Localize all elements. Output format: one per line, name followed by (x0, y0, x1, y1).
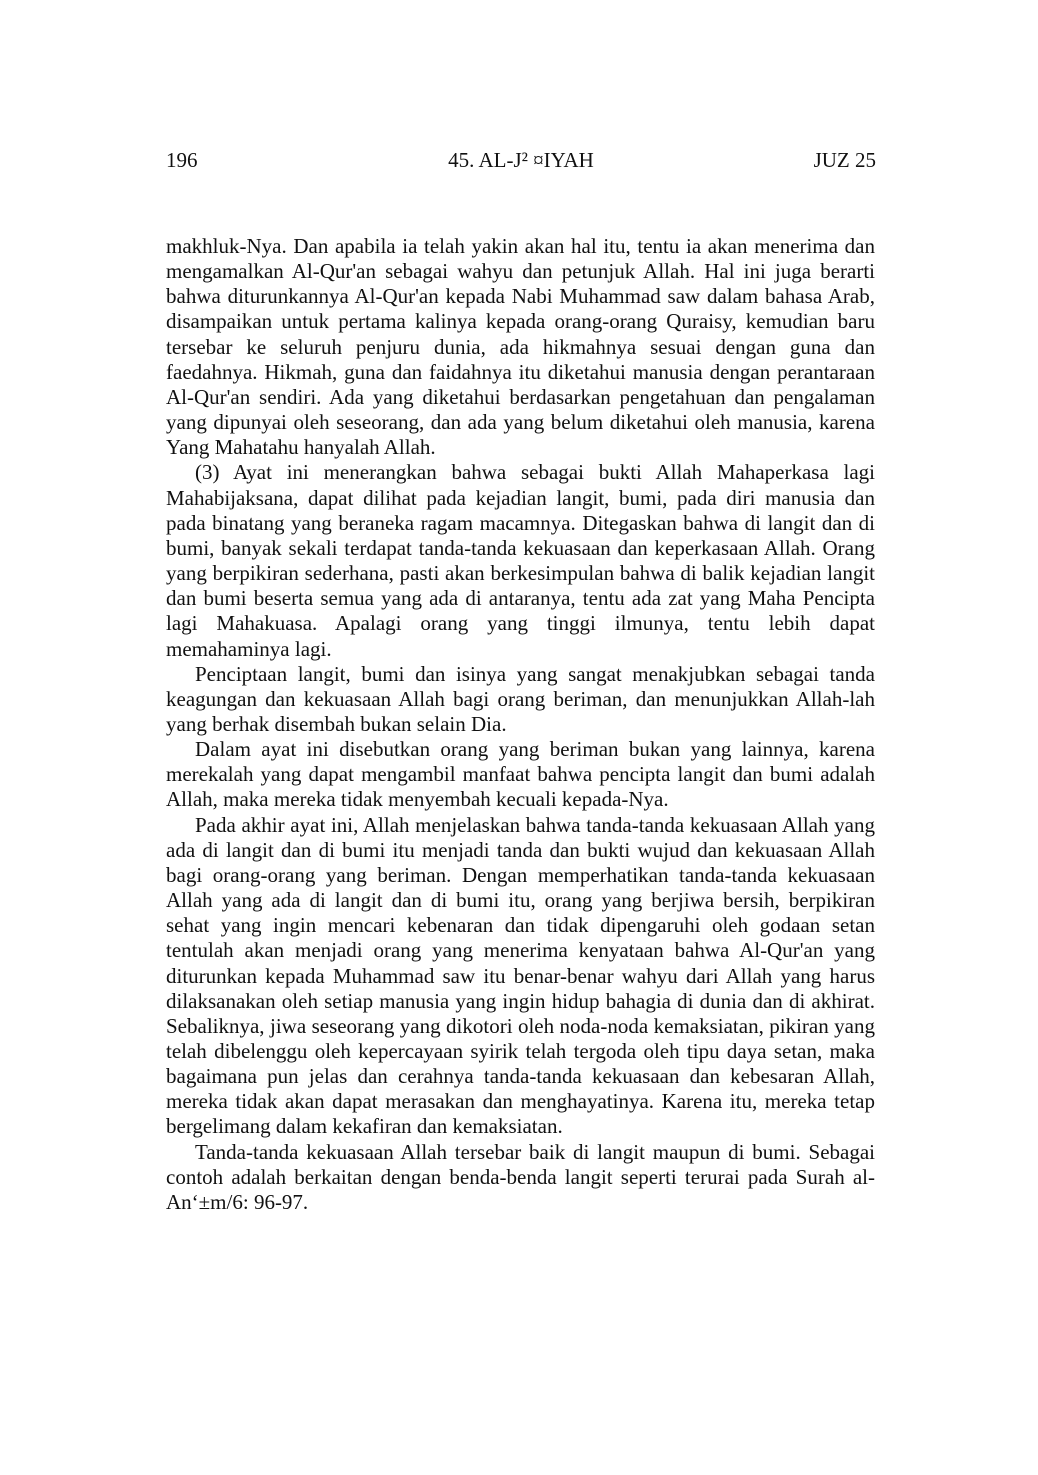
paragraph: Tanda-tanda kekuasaan Allah tersebar baik di langit maupun di bumi. Sebagai contoh adalah berkaitan dengan benda-benda langit seperti terurai pada Surah al-An‘±m/6: 96-97. (166, 1139, 875, 1214)
page-number: 196 (166, 148, 198, 172)
paragraph: Pada akhir ayat ini, Allah menjelaskan bahwa tanda-tanda kekuasaan Allah yang ada di langit dan di bumi itu menjadi tanda dan bukti wujud dan kekuasaan Allah bagi orang-orang yang beriman. Dengan memperhatikan tanda-tanda kekuasaan Allah yang ada di langit dan di bumi itu, orang yang berjiwa bersih, berpikiran sehat yang ingin mencari kebenaran dan tidak dipengaruhi oleh godaan setan tentulah akan menjadi orang yang menerima kenyataan bahwa Al-Qur'an yang diturunkan kepada Muhammad saw itu benar-benar wahyu dari Allah yang harus dilaksanakan oleh setiap manusia yang ingin hidup bahagia di dunia dan di akhirat. Sebaliknya, jiwa seseorang yang dikotori oleh noda-noda kemaksiatan, pikiran yang telah dibelenggu oleh kepercayaan syirik telah tergoda oleh tipu daya setan, maka bagaimana pun jelas dan cerahnya tanda-tanda kekuasaan dan kebesaran Allah, mereka tidak akan dapat merasakan dan menghayatinya. Karena itu, mereka tetap bergelimang dalam kekafiran dan kemaksiatan. (166, 812, 875, 1139)
body-text (166, 234, 875, 1215)
page-header (166, 146, 876, 174)
paragraph: Dalam ayat ini disebutkan orang yang beriman bukan yang lainnya, karena merekalah yang dapat mengambil manfaat bahwa pencipta langit dan bumi adalah Allah, maka mereka tidak menyembah kecuali kepada-Nya. (166, 737, 875, 812)
paragraph-verse-3: (3) Ayat ini menerangkan bahwa sebagai bukti Allah Mahaperkasa lagi Mahabijaksana, dapat dilihat pada kejadian langit, bumi, pada diri manusia dan pada binatang yang beraneka ragam macamnya. Ditegaskan bahwa di langit dan di bumi, banyak sekali terdapat tanda-tanda kekuasaan dan keperkasaan Allah. Orang yang berpikiran sederhana, pasti akan berkesimpulan bahwa di balik kejadian langit dan bumi beserta semua yang ada di antaranya, tentu ada zat yang Maha Pencipta lagi Mahakuasa. Apalagi orang yang tinggi ilmunya, tentu lebih dapat memahaminya lagi. (166, 460, 875, 661)
chapter-title: 45. AL-J² ¤IYAH (448, 148, 594, 172)
juz-label: JUZ 25 (813, 148, 876, 172)
paragraph: Penciptaan langit, bumi dan isinya yang sangat menakjubkan sebagai tanda keagungan dan kekuasaan Allah bagi orang beriman, dan menunjukkan Allah-lah yang berhak disembah bukan selain Dia. (166, 661, 875, 736)
paragraph-continuation: makhluk-Nya. Dan apabila ia telah yakin akan hal itu, tentu ia akan menerima dan mengamalkan Al-Qur'an sebagai wahyu dan petunjuk Allah. Hal ini juga berarti bahwa diturunkannya Al-Qur'an kepada Nabi Muhammad saw dalam bahasa Arab, disampaikan untuk pertama kalinya kepada orang-orang Quraisy, kemudian baru tersebar ke seluruh penjuru dunia, ada hikmahnya sesuai dengan guna dan faedahnya. Hikmah, guna dan faidahnya itu diketahui manusia dengan perantaraan Al-Qur'an sendiri. Ada yang diketahui berdasarkan pengetahuan dan pengalaman yang dipunyai oleh seseorang, dan ada yang belum diketahui oleh manusia, karena Yang Mahatahu hanyalah Allah. (166, 234, 875, 460)
